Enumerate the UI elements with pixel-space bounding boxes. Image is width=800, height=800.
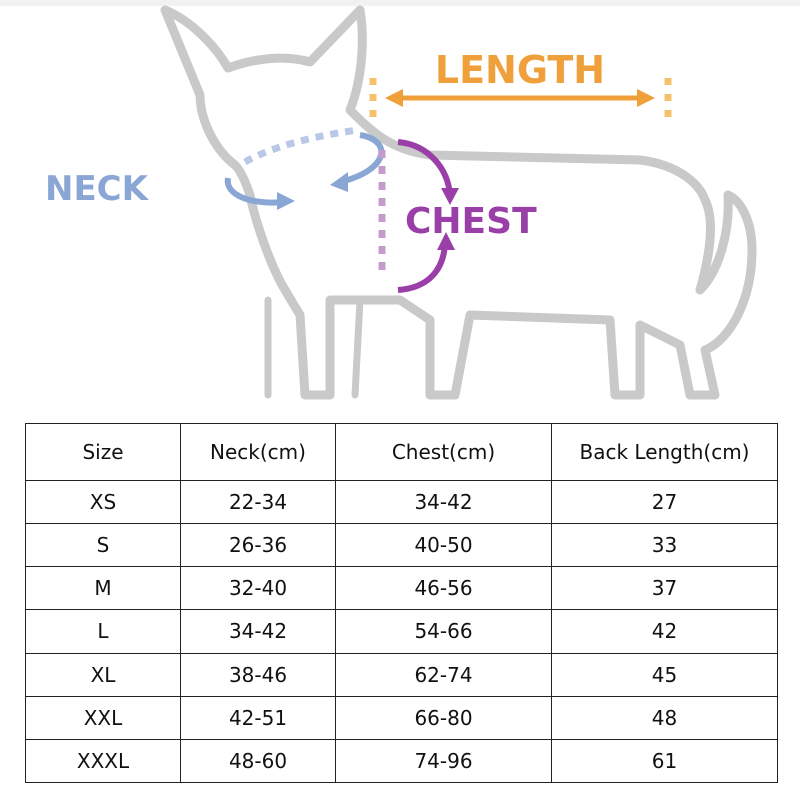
cell-size: XL	[26, 653, 181, 696]
cell-chest: 62-74	[336, 653, 552, 696]
cell-back-length: 45	[552, 653, 778, 696]
cell-chest: 46-56	[336, 567, 552, 610]
table-row	[26, 524, 778, 567]
cell-size: S	[26, 524, 181, 567]
table-row	[26, 739, 778, 782]
cell-back-length: 27	[552, 481, 778, 524]
cell-size: M	[26, 567, 181, 610]
table-row	[26, 567, 778, 610]
header-chest: Chest(cm)	[336, 424, 552, 481]
size-chart-table	[25, 423, 778, 783]
cell-back-length: 37	[552, 567, 778, 610]
cell-neck: 42-51	[181, 696, 336, 739]
cell-size: L	[26, 610, 181, 653]
cell-size: XS	[26, 481, 181, 524]
cell-back-length: 33	[552, 524, 778, 567]
table-row	[26, 696, 778, 739]
header-size: Size	[26, 424, 181, 481]
cell-neck: 22-34	[181, 481, 336, 524]
table-header-row	[26, 424, 778, 481]
cell-neck: 34-42	[181, 610, 336, 653]
cell-neck: 38-46	[181, 653, 336, 696]
cell-neck: 48-60	[181, 739, 336, 782]
cell-neck: 26-36	[181, 524, 336, 567]
header-back-length: Back Length(cm)	[552, 424, 778, 481]
table-row	[26, 610, 778, 653]
length-label: LENGTH	[434, 48, 606, 92]
cell-back-length: 61	[552, 739, 778, 782]
cell-chest: 40-50	[336, 524, 552, 567]
neck-label: NECK	[45, 169, 148, 209]
cell-chest: 34-42	[336, 481, 552, 524]
cell-chest: 54-66	[336, 610, 552, 653]
table-row	[26, 481, 778, 524]
cell-back-length: 42	[552, 610, 778, 653]
length-indicator	[373, 48, 668, 125]
cell-back-length: 48	[552, 696, 778, 739]
chest-indicator	[382, 142, 537, 290]
chest-label: CHEST	[405, 201, 537, 242]
header-neck: Neck(cm)	[181, 424, 336, 481]
table-row	[26, 653, 778, 696]
cell-chest: 74-96	[336, 739, 552, 782]
cell-size: XXXL	[26, 739, 181, 782]
cell-neck: 32-40	[181, 567, 336, 610]
cell-size: XXL	[26, 696, 181, 739]
cell-chest: 66-80	[336, 696, 552, 739]
top-band	[0, 0, 800, 6]
